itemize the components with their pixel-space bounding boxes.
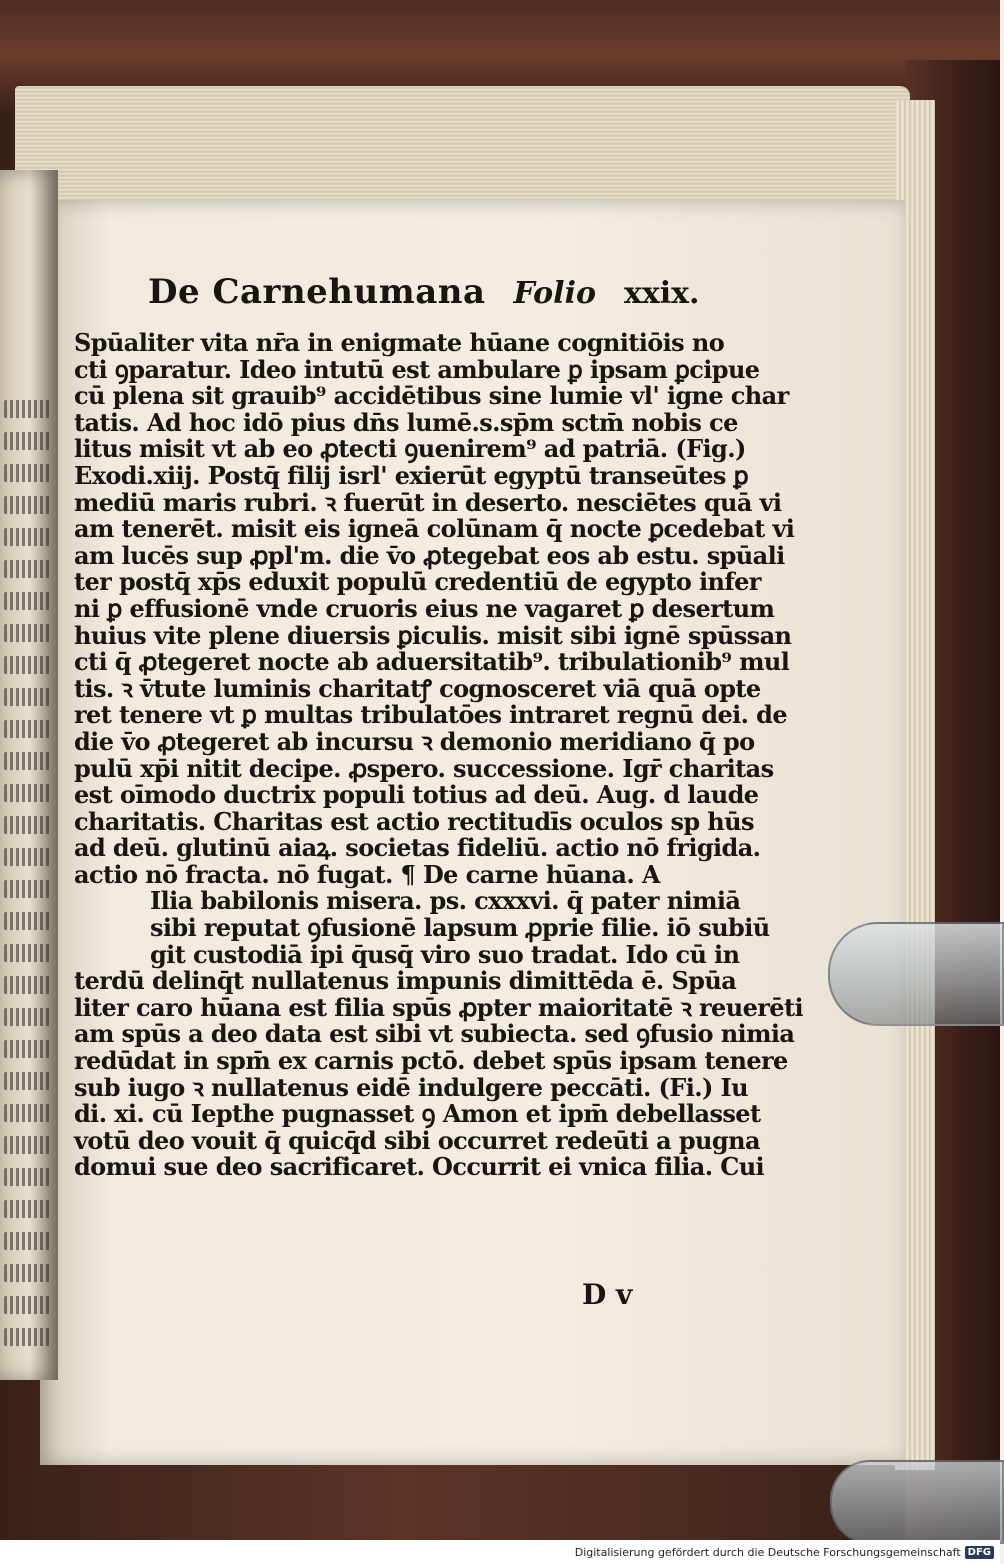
text-line: Spūaliter vita nr̄a in enigmate hūane cognitiōis no [74,328,725,357]
text-line: tatis. Ad hoc idō pius dn̄s lumē.s.sp̄m sctm̄ nobis ce [74,407,738,437]
folio-label: Folio [513,276,596,311]
body-text [74,328,803,1182]
text-line: am spūs a deo data est sibi vt subiecta. sed ꝯfusio nimia [74,1019,795,1049]
text-line: die v̄o ꝓtegeret ab incursu ꝛ demonio meridiano q̄ po [74,726,755,756]
dfg-logo: DFG [965,1546,994,1559]
text-line: redūdat in spm̄ ex carnis pctō. debet spūs ipsam tenere [74,1046,788,1076]
text-line: cū plena sit grauib⁹ accidētibus sine lumie vl' igne char [74,381,789,411]
page-clip-bottom [830,1460,1004,1544]
text-line: pulū xp̄i nitit decipe. ꝓspero. successione. Igr̄ charitas [74,753,774,783]
text-line-indented: git custodiā ipi q̄usq̄ viro suo tradat. Ido cū in [150,939,740,969]
text-line-indented: Ilia babilonis misera. ps. cxxxvi. q̄ pater nimiā [150,886,741,916]
text-line: votū deo vouit q̄ quicq̄d sibi occurret redeūti a pugna [74,1125,760,1155]
text-line: charitatis. Charitas est actio rectitudīs oculos sp hūs [74,806,754,836]
text-line: cti q̄ ꝓtegeret nocte ab aduersitatib⁹. tribulationib⁹ mul [74,647,790,677]
text-line: am lucēs sup ꝓpl'm. die v̄o ꝓtegebat eos ab estu. spūali [74,540,785,570]
left-page-fragment [0,170,58,1380]
text-line: ret tenere vt ꝑ multas tribulatōes intraret regnū dei. de [74,700,787,730]
text-line: sub iugo ꝛ nullatenus eidē indulgere peccāti. (Fi.) Iu [74,1072,748,1102]
credit-text: Digitalisierung gefördert durch die Deutsche Forschungsgemeinschaft [574,1545,961,1559]
text-line: cti ꝯparatur. Ideo intutū est ambulare ꝑ ipsam ꝑcipue [74,354,760,384]
text-line: ad deū. glutinū aiaꝝ. societas fideliū. actio nō frigida. [74,833,761,863]
text-line: ni ꝑ effusionē vnde cruoris eius ne vagaret ꝑ desertum [74,593,775,623]
text-line: litus misit vt ab eo ꝓtecti ꝯuenirem⁹ ad patriā. (Fig.) [74,434,746,464]
signature-mark: D v [582,1278,633,1311]
running-title: De Carnehumana [148,272,486,312]
credit-bar [0,1540,1000,1564]
page-stack [15,86,910,216]
text-line: mediū maris rubri. ꝛ fuerūt in deserto. nesciētes quā vi [74,487,782,517]
folio-number: xxix. [624,276,700,311]
text-line: am tenerēt. misit eis igneā colūnam q̄ nocte ꝑcedebat vi [74,514,795,544]
page-clip [828,922,1004,1026]
text-line: est oīmodo ductrix populi totius ad deū. Aug. d laude [74,780,759,810]
text-line: tis. ꝛ v̄tute luminis charitatꝭ cognosceret viā quā opte [74,673,761,703]
page-header [148,272,700,322]
text-line: terdū delinq̄t nullatenus impunis dimittēda ē. Spūa [74,966,737,996]
text-line: Exodi.xiij. Postq̄ filij isrl' exierūt egyptū transeūtes ꝑ [74,460,749,490]
text-line: liter caro hūana est filia spūs ꝓpter maioritatē ꝛ reuerēti [74,992,803,1022]
text-line: domui sue deo sacrificaret. Occurrit ei vnica filia. Cui [74,1152,765,1182]
text-line: actio nō fracta. nō fugat. ¶ De carne hūana. A [74,859,660,889]
text-line: huius vite plene diuersis ꝑiculis. misit sibi ignē spūssan [74,620,792,650]
text-line: ter postq̄ xp̄s eduxit populū credentiū de egypto infer [74,567,761,597]
text-line: di. xi. cū Iepthe pugnasset ꝯ Amon et ipm̄ debellasset [74,1099,761,1129]
text-line-indented: sibi reputat ꝯfusionē lapsum ꝓprie filie. iō subiū [150,913,770,943]
